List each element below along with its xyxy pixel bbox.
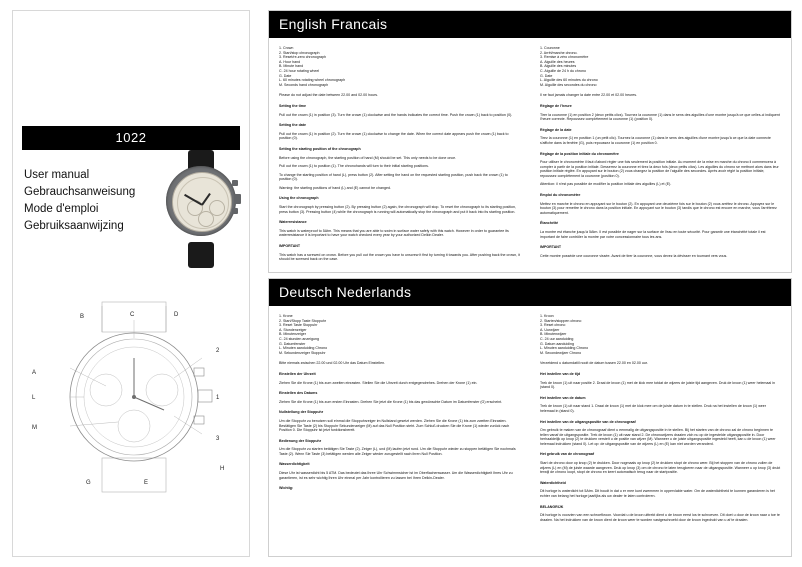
text-block: M. Aiguille des secondes du chrono [540, 82, 597, 87]
text-block: 3. Remise à zéro chronomètre [540, 55, 589, 60]
diagram-svg [24, 298, 240, 496]
text-block: 3. Reset Taste Stoppuhr [279, 323, 318, 328]
text-heading: Nullstellung der Stoppuhr [279, 410, 324, 415]
watch-crown [234, 194, 241, 204]
text-heading: Étanchéité [540, 221, 559, 226]
text-block: This watch has a screwed on crown. Before you pull out the crown you have to unscrew it first by turning it towards you. After pushing back the crown, it should be screwed back on the case. [279, 252, 520, 262]
section-english-francais [268, 10, 792, 273]
text-block: L. 60 minutes rotating wheel chronograph [279, 78, 346, 83]
column-francais [530, 38, 791, 272]
text-block: Trek de kroon (1) uit naar stand 1. Draai de kroon (1) met de klok mee om de juiste datum in te stellen. Druk na het instellen de kroon (1) weer helemaal in (stand 0). [540, 404, 766, 413]
text-block: Pour utiliser le chronomètre il faut d'abord régler une fois seulement la position initiale. Au moment de la mise en marche du chrono il commencera à compter à partir de la position initiale. Desserrez la couronne et tirez la deux fois (deux petits clics). Les aiguilles du chrono se mettront alors dans leur position initiale réglée. En appuyant sur le bouton (2) vous changez la position de l'aiguille des secondes. Après avoir réglé la position initiale, repoussez complètement la couronne (position 0). [540, 160, 779, 178]
text-heading: Réglage de l'heure [540, 103, 572, 108]
text-block: C. 24 stunden anzeigung [279, 336, 319, 341]
text-heading: Réglage de la date [540, 127, 572, 132]
section-title: English Francais [279, 16, 388, 32]
text-block: C. 24 uur aanduiding [540, 336, 574, 341]
text-block: Um die Stoppuhr zu starten betätigen Sie Taste (2). Zeiger (L), und (M) laufen jetzt rund. Um die Stoppuhr wieder zu stoppen betätigen Sie nochmals Taste (2). Wenn Sie Taste (3) betätigen werden alle Zeiger wieder zurugestellt nach ihren Null Position. [279, 447, 516, 456]
text-block: G. Date [540, 73, 553, 78]
model-number-bar [22, 126, 240, 150]
text-block: 1. Couronne [540, 46, 560, 50]
watch-pusher-top [232, 180, 238, 186]
text-heading: Het gebruik van de chronograaf [540, 452, 595, 457]
text-heading: Setting the time [279, 103, 306, 108]
text-block: 1. Crown [279, 46, 294, 50]
instructions-column [268, 10, 792, 557]
watch-subdial-bottom [198, 211, 214, 227]
text-block: B. Aiguille des minutes [540, 64, 577, 69]
text-block: La montre est étanche jusqu'à 5Atm. Il est possible de nager sur la surface de l'eau en toute sécurité. Pour garantir une étanchéité totale il est important de faire contrôler la montre par votre concessionnaire tous les ans. [540, 230, 766, 239]
text-block: G. Date [279, 73, 292, 78]
text-block: Pull out the crown (1) in position (2). Turn the crown (1) clockwise to change the date. When the correct date appears push the crown (1) back to position (0). [279, 131, 509, 141]
diagram-label-g: G [86, 480, 91, 486]
manual-title-de: Gebrauchsanweisung [24, 186, 136, 198]
watch-pusher-bottom [232, 208, 238, 214]
text-block: Om gebruik te maken van de chronograaf dient u eenmalig de uitgangspositie in te stellen. Bij het starten van de chrono zal de chrono beginnen te tellen vanaf de uitgangspositie. Trek de kroon (1) uit naar stand 2. De chronowijzers draaien zich nu op de ingestelde uitgangspositie in. Door herhaaldelijk op knop (2) te drukken verstelt u de positie van wijzer (M). Wanneer u de juiste uitgangspositie ingesteld heeft, kan u de kroon (1) weer helemaal indrukken (stand 0). Let op: de uitgangspositie van de wijzers (L) en (E) kan niet worden veranderd. [540, 428, 776, 446]
column-english [269, 38, 530, 272]
text-heading: Het instellen van de uitgangspositie van de chronograaf [540, 419, 636, 424]
text-heading: Emploi du chronomètre [540, 193, 581, 198]
model-number: 1022 [115, 130, 147, 145]
watch-case [166, 166, 236, 236]
text-heading: BELANGRIJK [540, 504, 564, 509]
text-heading: IMPORTANT [540, 245, 562, 250]
text-block: Pull out the crown (1) to position (1). The chronohands will turn to their initial starting positions. [279, 164, 429, 169]
text-block: Tirez la couronne (1) en position 1 (un petit clic). Tournez la couronne (1) dans le sens des aiguilles d'une montre jusqu'à ce que la date connecte s'affiche dans la fenêtre (G), puis repoussez la couronne (1) en position 0. [540, 136, 771, 145]
text-block: 2. Start/stop chronograph [279, 50, 320, 55]
text-block: To change the starting position of hand (L), press button (2). After setting the hand on the requested starting position, push back the crown (1) to position (0). [279, 172, 508, 182]
text-block: A. Hour hand [279, 59, 301, 64]
manual-title-fr: Mode d'emploi [24, 203, 99, 215]
text-block: Diese Uhr ist wasserdicht bis 5 ATM. Das bedeutet das Ihree Uhr Schwimmsicher ist im Oberflachenwasser. Um die Wasserdichtigkeit Ihres Uhr zu garantieren, ist es sehr wichtig Ihren Uhr einmal per Jahr kontrollieren zu lassen bei Ihren Delkin-Dealer. [279, 471, 513, 480]
text-block: M. Seconds hand chronograph [279, 82, 329, 87]
text-block: Bitte niemals zwischen 22.00 und 02.00 Uhr das Datum Einstellen. [279, 361, 386, 366]
diagram-label-1: 1 [216, 395, 220, 401]
column-nederlands [530, 306, 791, 556]
diagram-label-h: H [220, 466, 225, 472]
text-heading: Wasserdichtigkeit [279, 462, 310, 467]
watch-dial [172, 172, 232, 232]
text-block: Start de chrono door op knop (2) te drukken. Door nogmaals op knop (2) te drukken stopt de chrono weer. Bij het stoppen van de chrono zullen de wijzers (L) en (M) de juiste waarde aangeven. Druk op knop (3) om de chrono te laten terugkeren naar de uitgangspositie. Wanneer u op knop (3) drukt terwijl de chrono loopt, stopt de chrono en keert automatisch terug naar de startpositie. [540, 461, 781, 475]
diagram-label-b: B [80, 314, 85, 320]
text-block: A. Uurwijzer [540, 327, 560, 332]
text-block: Attention: il n'est pas possible de modifier la position initiale des aiguilles (L) et (E). [540, 182, 672, 187]
text-heading: Waterdichtheid [540, 480, 566, 485]
text-block: A. Stundenzeiger [279, 327, 307, 332]
text-block: L. Aiguille des 60 minutes du chrono [540, 78, 598, 83]
text-block: L. Minuten aanduiding Chrono [279, 346, 328, 351]
text-heading: Het instellen van de datum [540, 395, 586, 400]
diagram-label-d: D [174, 312, 179, 318]
text-block: Tirer la couronne (1) en position 2 (deux petits clics). Tournez la couronne (1) dans le sens des aiguilles d'une montre jusqu'à ce que celles-ci indiquent l'heure correcte. Repoussez complètement la couronne (1) (position 0). [540, 112, 780, 122]
text-block: B. Minute hand [279, 64, 304, 69]
diagram-label-a: A [32, 370, 37, 376]
diagram-label-2: 2 [216, 348, 220, 354]
text-block: 3. Reset/re-zero chronograph [279, 55, 326, 60]
text-block: M. Sekundenzeiger Stoppuhr [279, 350, 326, 355]
text-block: 1. Krone [279, 314, 293, 318]
text-block: G. Datumfenster [279, 341, 306, 346]
text-heading: Waterresistance [279, 220, 307, 225]
text-heading: Wichtig: [279, 486, 294, 491]
text-block: Mettez en marche le chrono en appuyant sur le bouton (2). En appuyant une deuxième fois sur le bouton (2) vous arrêtez le chrono. Appuyez sur le bouton (3) pour remettre le chrono dans la position initiale. En appuyant sur le bouton (3) tandis que le chrono est encore en marche, vous l'arrêterez automatiquement. [540, 201, 777, 215]
text-block: Trek de kroon (1) uit naar positie 2. Draai de kroon (1) met de klok mee totdat de wijzers de juiste tijd aangeven. Druk de kroon (1) weer helemaal in (stand 0). [540, 380, 775, 390]
section-columns [269, 306, 791, 556]
text-block: 3. Reset chrono [540, 323, 566, 328]
column-deutsch [269, 306, 530, 556]
text-block: Start the chronograph by pressing button (2). By pressing button (2) again, the chronograph will stop. To reset the chronograph to its starting position, press button (3). Pressing button (4) while the chronograph is running will automatically stop the chronograph and put it back into its starting position. [279, 205, 517, 214]
diagram-label-m: M [32, 425, 37, 431]
text-block: Before using the chronograph, the starting position of hand (M) should be set. This only needs to be done once. [279, 155, 457, 160]
diagram-label-e: E [144, 480, 149, 486]
manual-title-nl: Gebruiksaanwijzing [24, 220, 124, 232]
text-block: C. Aiguille de 24 h du chrono [540, 68, 586, 73]
text-block: B. Minutenzeiger [279, 332, 306, 337]
text-block: A. Aiguille des heures [540, 59, 575, 64]
text-block: 2. Starten/stoppen chrono [540, 318, 582, 323]
section-deutsch-nederlands [268, 278, 792, 557]
text-heading: IMPORTANT [279, 244, 301, 249]
text-block: Please do not adjust the date between 22.00 and 02.00 hours. [279, 93, 379, 98]
section-header-english-francais [269, 11, 791, 38]
watch-strap-bottom [188, 242, 214, 268]
text-block: G. Datum aanduiding [540, 341, 574, 346]
manual-title-list [24, 167, 174, 235]
text-block: Dit horloge is voorzien van een schroefkroon. Voordat u de kroon uittrekt dient u de kroon eerst los te schroeven. Dit doet u door de kroon naar u toe te draaien. Na het indrukken van de kroon dient de kroon weer te worden vastgeschroefd door de kroon ingedrukt van u af te draaien. [540, 513, 780, 522]
text-block: M. Secondewijzer Chrono [540, 350, 582, 355]
text-heading: Setting the starting position of the chronograph [279, 146, 361, 151]
text-heading: Einstellen des Datums [279, 391, 318, 396]
diagram-label-l: L [32, 395, 36, 401]
text-block: This watch is waterproof to 5Atm. This means that you are able to swim in surface water safely with this watch. However in order to guarantee its waterresistance it is important to have your watch checked every year by your authorized Delkin Dealer. [279, 228, 509, 238]
section-title: Deutsch Nederlands [279, 284, 412, 300]
text-block: Ziehen Sie die Krone (1) bis zum zweiten einrasten. Stellen Sie die Uhrzeit durch entgegendrehes. Drehen der Krone (1) ein. [279, 380, 478, 385]
text-block: Warning: the starting positions of hand (L) and (E) cannot be changed. [279, 185, 391, 190]
text-block: C. 24 hour rotating wheel [279, 68, 320, 73]
text-block: Il ne faut jamais changer la date entre 22.00 et 02.00 heures. [540, 93, 638, 98]
text-block: Cette montre possède une couronne vissée. Avant de tirer la couronne, vous devez la dévisser en tournant vers vous. [540, 253, 728, 258]
watch-photo [158, 150, 244, 268]
text-heading: Einstellen der Uhrzeit [279, 371, 316, 376]
text-block: Um die Stoppuhr zu benutzen soll einmal die Stoppuhrzeiger im Nullstand gesetzt werden. Ziehen Sie die Krone (1) bis zum zweiten Einrasten. Bestätigen Sie Taste (2) bis Stoppuhr Sekundenzeiger (M) auf das Null Position steht. Zum Schluß drucken Sie die Krone (1) wieder zurück nach Position 0. Die Stoppuhr ist jetzt funktionsbereit. [279, 418, 510, 433]
section-header-deutsch-nederlands [269, 279, 791, 306]
text-heading: Bedienung der Stoppuhr [279, 438, 322, 443]
manual-title-en: User manual [24, 169, 90, 181]
text-heading: Het instellen van de tijd [540, 371, 581, 376]
text-block: B. Minutenwijzer [540, 332, 567, 337]
text-block: Verzetdend u datumdatiil nooit de datum tussen 22.00 en 02.00 uur. [540, 361, 648, 366]
cover-panel [0, 0, 262, 567]
text-block: Dit horloge is waterdicht tot 5Atm. Dit houdt in dat u er mee kunt zwemmen in oppervlakte water. Om de waterdichtheid te kunnen garanderen is het echter van belang het horloge jaarlijks als uw dealer te laten controleren. [540, 489, 775, 499]
diagram-label-3: 3 [216, 436, 220, 442]
watch-technical-diagram [24, 298, 240, 496]
diagram-label-c: C [130, 312, 135, 318]
text-block: Pull out the crown (1) in position (3). Turn the crown (1) clockwise and the hands indicates the correct time. Push the crown (1) back to position (0). [279, 112, 513, 117]
section-columns [269, 38, 791, 272]
text-block: 2. Arrêt/marche chrono. [540, 50, 578, 55]
text-heading: Setting the date [279, 123, 306, 128]
text-heading: Using the chronograph [279, 196, 319, 201]
text-heading: Réglage de la position initiale du chronomètre [540, 151, 619, 156]
text-block: Ziehen Sie die Krone (1) bis zum ersten Einrasten. Drehen Sie jetzt die Krone (1) bis das gewünschte Datum im Datumfenster (G) erscheint. [279, 399, 503, 404]
text-block: 1. Kroon [540, 314, 554, 318]
text-block: 2. Start/Stopp Taste Stoppuhr [279, 318, 327, 323]
text-block: L. Minuten aanduiding Chrono [540, 346, 589, 351]
